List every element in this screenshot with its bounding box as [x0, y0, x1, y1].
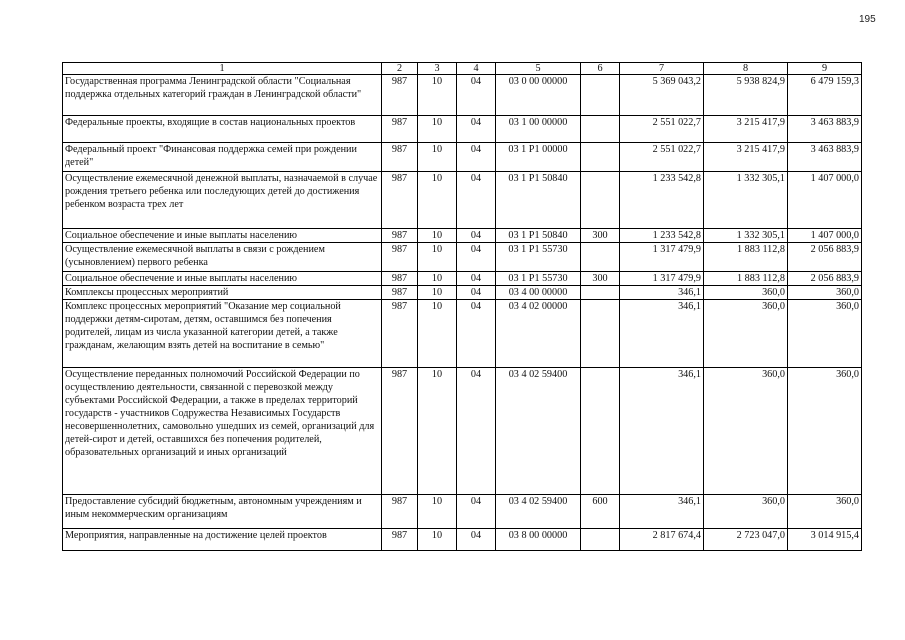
code-rz: 10	[418, 172, 457, 229]
code-vr	[581, 286, 620, 300]
code-pr: 04	[457, 300, 496, 368]
code-gr: 987	[382, 172, 418, 229]
code-gr: 987	[382, 368, 418, 495]
amount-year-2: 360,0	[704, 368, 788, 495]
code-vr	[581, 75, 620, 116]
code-vr	[581, 243, 620, 272]
column-header: 5	[496, 63, 581, 75]
amount-year-1: 346,1	[620, 300, 704, 368]
code-pr: 04	[457, 116, 496, 143]
amount-year-3: 3 463 883,9	[788, 116, 862, 143]
code-rz: 10	[418, 368, 457, 495]
code-rz: 10	[418, 300, 457, 368]
code-rz: 10	[418, 529, 457, 551]
code-vr: 300	[581, 229, 620, 243]
code-csr: 03 0 00 00000	[496, 75, 581, 116]
code-gr: 987	[382, 286, 418, 300]
code-rz: 10	[418, 75, 457, 116]
code-gr: 987	[382, 143, 418, 172]
amount-year-3: 1 407 000,0	[788, 229, 862, 243]
code-csr: 03 1 00 00000	[496, 116, 581, 143]
code-rz: 10	[418, 229, 457, 243]
table-row	[63, 286, 862, 300]
column-number-row	[63, 63, 862, 75]
table-row	[63, 300, 862, 368]
code-vr	[581, 529, 620, 551]
column-header: 1	[63, 63, 382, 75]
code-pr: 04	[457, 529, 496, 551]
code-vr: 600	[581, 495, 620, 529]
code-gr: 987	[382, 495, 418, 529]
amount-year-2: 3 215 417,9	[704, 116, 788, 143]
table-row	[63, 143, 862, 172]
code-rz: 10	[418, 143, 457, 172]
code-pr: 04	[457, 272, 496, 286]
row-name: Социальное обеспечение и иные выплаты населению	[63, 272, 382, 286]
code-rz: 10	[418, 272, 457, 286]
amount-year-3: 2 056 883,9	[788, 272, 862, 286]
amount-year-2: 1 883 112,8	[704, 243, 788, 272]
code-csr: 03 4 02 00000	[496, 300, 581, 368]
code-vr	[581, 300, 620, 368]
column-header: 7	[620, 63, 704, 75]
amount-year-1: 346,1	[620, 495, 704, 529]
code-csr: 03 1 P1 50840	[496, 172, 581, 229]
table-row	[63, 272, 862, 286]
amount-year-3: 360,0	[788, 286, 862, 300]
amount-year-2: 360,0	[704, 286, 788, 300]
budget-table	[62, 62, 862, 551]
column-header: 9	[788, 63, 862, 75]
row-name: Федеральные проекты, входящие в состав национальных проектов	[63, 116, 382, 143]
code-csr: 03 1 P1 55730	[496, 243, 581, 272]
table-row	[63, 495, 862, 529]
code-pr: 04	[457, 243, 496, 272]
table-row	[63, 172, 862, 229]
amount-year-1: 1 317 479,9	[620, 243, 704, 272]
column-header: 2	[382, 63, 418, 75]
amount-year-1: 1 233 542,8	[620, 172, 704, 229]
amount-year-3: 2 056 883,9	[788, 243, 862, 272]
column-header: 4	[457, 63, 496, 75]
column-header: 8	[704, 63, 788, 75]
amount-year-1: 346,1	[620, 368, 704, 495]
code-gr: 987	[382, 529, 418, 551]
code-vr	[581, 116, 620, 143]
table-row	[63, 243, 862, 272]
column-header: 3	[418, 63, 457, 75]
code-pr: 04	[457, 286, 496, 300]
amount-year-1: 1 317 479,9	[620, 272, 704, 286]
code-csr: 03 1 P1 00000	[496, 143, 581, 172]
code-gr: 987	[382, 116, 418, 143]
amount-year-1: 2 817 674,4	[620, 529, 704, 551]
page-number: 195	[859, 14, 876, 25]
row-name: Осуществление ежемесячной выплаты в связи с рождением (усыновлением) первого ребенка	[63, 243, 382, 272]
code-csr: 03 1 P1 50840	[496, 229, 581, 243]
code-vr	[581, 172, 620, 229]
amount-year-1: 2 551 022,7	[620, 116, 704, 143]
code-csr: 03 4 00 00000	[496, 286, 581, 300]
row-name: Осуществление ежемесячной денежной выплаты, назначаемой в случае рождения третьего ребенка или последующих детей до достижения ребенком возраста трех лет	[63, 172, 382, 229]
table-row	[63, 116, 862, 143]
amount-year-1: 2 551 022,7	[620, 143, 704, 172]
amount-year-2: 1 883 112,8	[704, 272, 788, 286]
row-name: Государственная программа Ленинградской области "Социальная поддержка отдельных категорий граждан в Ленинградской области"	[63, 75, 382, 116]
amount-year-1: 5 369 043,2	[620, 75, 704, 116]
row-name: Комплекс процессных мероприятий "Оказание мер социальной поддержки детям-сиротам, детям, оставшимся без попечения родителей, лицам из числа указанной категории детей, а также гражданам, желающим взять детей на воспитание в семью"	[63, 300, 382, 368]
code-csr: 03 4 02 59400	[496, 368, 581, 495]
amount-year-3: 6 479 159,3	[788, 75, 862, 116]
amount-year-1: 346,1	[620, 286, 704, 300]
row-name: Осуществление переданных полномочий Российской Федерации по осуществлению деятельности, связанной с перевозкой между субъектами Российской Федерации, а также в пределах территорий государств - участников Содружества Независимых Государств несовершеннолетних, самовольно ушедших из семей, организаций для детей-сирот и детей, оставшихся без попечения родителей, образовательных организаций и иных организаций	[63, 368, 382, 495]
code-gr: 987	[382, 75, 418, 116]
code-pr: 04	[457, 143, 496, 172]
code-pr: 04	[457, 229, 496, 243]
code-gr: 987	[382, 243, 418, 272]
code-gr: 987	[382, 229, 418, 243]
code-pr: 04	[457, 495, 496, 529]
amount-year-3: 360,0	[788, 495, 862, 529]
code-pr: 04	[457, 368, 496, 495]
table-row	[63, 229, 862, 243]
amount-year-1: 1 233 542,8	[620, 229, 704, 243]
table-row	[63, 75, 862, 116]
code-csr: 03 1 P1 55730	[496, 272, 581, 286]
amount-year-2: 2 723 047,0	[704, 529, 788, 551]
code-gr: 987	[382, 272, 418, 286]
column-header: 6	[581, 63, 620, 75]
row-name: Мероприятия, направленные на достижение целей проектов	[63, 529, 382, 551]
row-name: Социальное обеспечение и иные выплаты населению	[63, 229, 382, 243]
row-name: Предоставление субсидий бюджетным, автономным учреждениям и иным некоммерческим организациям	[63, 495, 382, 529]
table-row	[63, 368, 862, 495]
code-vr	[581, 143, 620, 172]
amount-year-2: 1 332 305,1	[704, 172, 788, 229]
code-vr	[581, 368, 620, 495]
amount-year-3: 1 407 000,0	[788, 172, 862, 229]
code-pr: 04	[457, 75, 496, 116]
amount-year-3: 3 014 915,4	[788, 529, 862, 551]
code-pr: 04	[457, 172, 496, 229]
row-name: Федеральный проект "Финансовая поддержка семей при рождении детей"	[63, 143, 382, 172]
code-rz: 10	[418, 495, 457, 529]
amount-year-3: 360,0	[788, 300, 862, 368]
code-rz: 10	[418, 116, 457, 143]
code-rz: 10	[418, 243, 457, 272]
amount-year-3: 360,0	[788, 368, 862, 495]
code-gr: 987	[382, 300, 418, 368]
amount-year-2: 360,0	[704, 495, 788, 529]
amount-year-2: 1 332 305,1	[704, 229, 788, 243]
table-row	[63, 529, 862, 551]
code-rz: 10	[418, 286, 457, 300]
amount-year-2: 3 215 417,9	[704, 143, 788, 172]
amount-year-2: 360,0	[704, 300, 788, 368]
code-csr: 03 4 02 59400	[496, 495, 581, 529]
code-vr: 300	[581, 272, 620, 286]
row-name: Комплексы процессных мероприятий	[63, 286, 382, 300]
amount-year-3: 3 463 883,9	[788, 143, 862, 172]
code-csr: 03 8 00 00000	[496, 529, 581, 551]
amount-year-2: 5 938 824,9	[704, 75, 788, 116]
